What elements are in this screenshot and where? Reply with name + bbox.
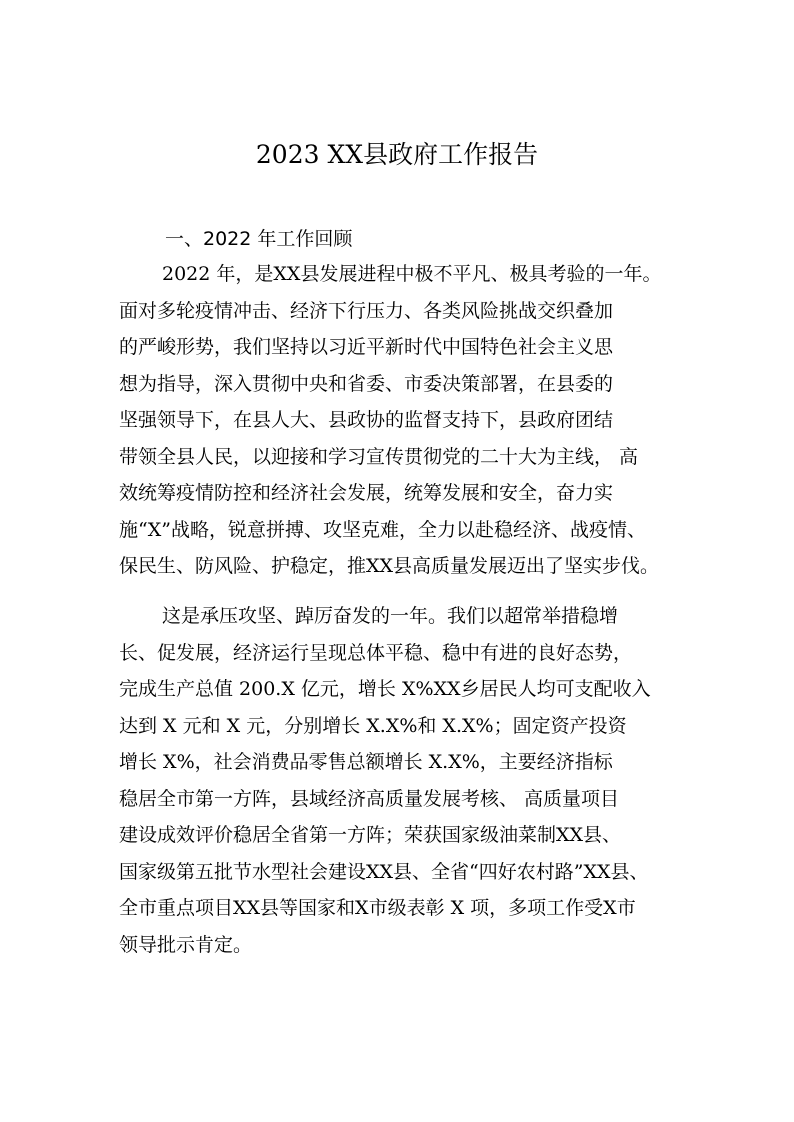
paragraph-line: 增长 X%，社会消费品零售总额增长 X.X%，主要经济指标 [119,751,613,773]
paragraph-line: 坚强领导下，在县人大、县政协的监督支持下，县政府团结 [119,409,614,431]
paragraph-line: 全市重点项目XX县等国家和X市级表彰 X 项，多项工作受X市 [119,897,636,919]
paragraph-line: 保民生、防风险、护稳定，推XX县高质量发展迈出了坚实步伐。 [119,555,660,577]
paragraph-line: 达到 X 元和 X 元，分别增长 X.X%和 X.X%；固定资产投资 [119,715,627,737]
paragraph-line: 带领全县人民，以迎接和学习宣传贯彻党的二十大为主线， 高 [119,446,639,468]
section-heading: 一、2022 年工作回顾 [165,228,353,250]
paragraph-line: 长、促发展，经济运行呈现总体平稳、稳中有进的良好态势， [119,642,633,664]
paragraph-line: 建设成效评价稳居全省第一方阵；荣获国家级油菜制XX县、 [119,824,622,846]
paragraph-line: 稳居全市第一方阵，县域经济高质量发展考核、 高质量项目 [119,788,620,810]
paragraph-line: 的严峻形势，我们坚持以习近平新时代中国特色社会主义思 [119,336,614,358]
paragraph-line: 完成生产总值 200.X 亿元，增长 X%XX乡居民人均可支配收入 [119,678,651,700]
paragraph-line: 这是承压攻坚、踔厉奋发的一年。我们以超常举措稳增 [162,605,619,627]
paragraph-line: 国家级第五批节水型社会建设XX县、全省“四好农村路”XX县、 [119,861,649,883]
document-title: 2023 XX县政府工作报告 [255,140,539,169]
paragraph-line: 想为指导，深入贯彻中央和省委、市委决策部署，在县委的 [119,373,614,395]
paragraph-line: 2022 年，是XX县发展进程中极不平凡、极具考验的一年。 [162,263,662,285]
paragraph-line: 领导批示肯定。 [119,934,253,956]
paragraph-line: 施“X”战略，锐意拼搏、攻坚克难，全力以赴稳经济、战疫情、 [119,519,646,541]
paragraph-line: 效统筹疫情防控和经济社会发展，统筹发展和安全，奋力实 [119,482,614,504]
paragraph-line: 面对多轮疫情冲击、经济下行压力、各类风险挑战交织叠加 [119,300,614,322]
